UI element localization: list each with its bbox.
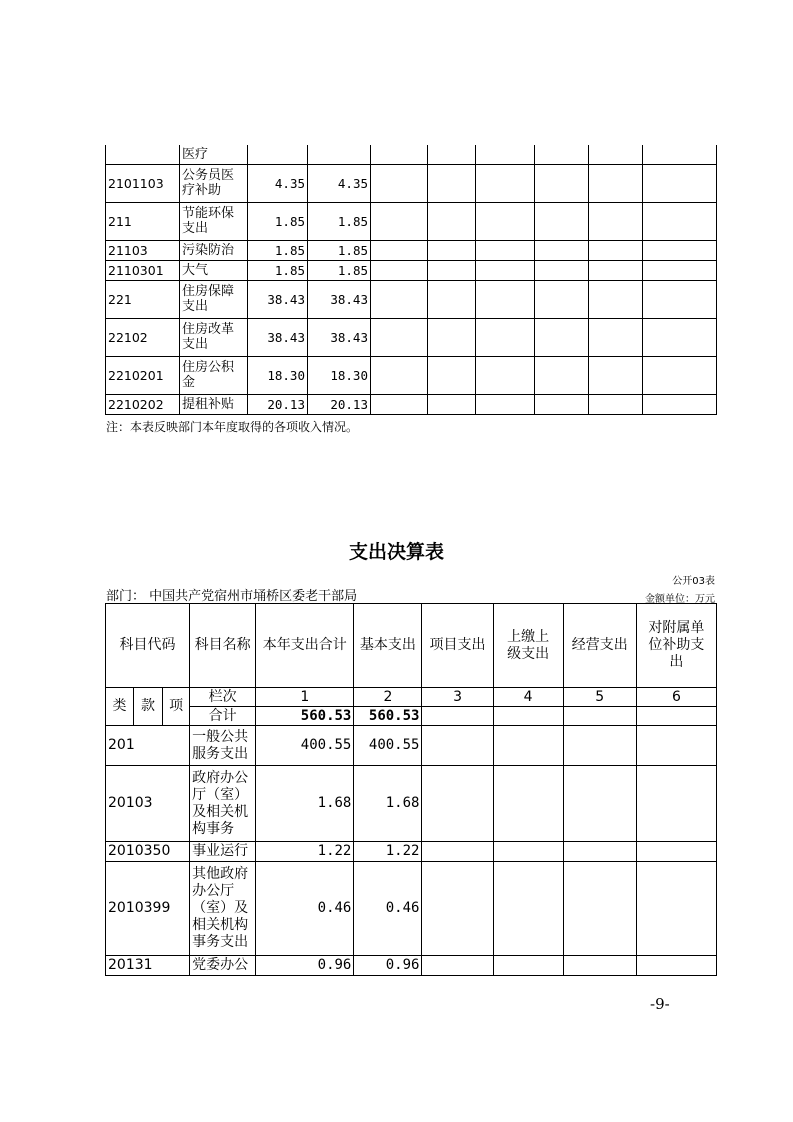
header-lei: 类 [106,688,134,726]
row-value-1: 4.35 [248,164,308,202]
row-value-1: 1.22 [256,842,354,862]
expenditure-table [105,603,717,976]
row-name: 住房公积金 [180,356,248,394]
column-number: 1 [256,688,354,707]
row-name: 提租补贴 [180,394,248,414]
row-code: 21103 [106,240,180,260]
table-row [106,726,717,766]
unit-label: 金额单位：万元 [645,594,715,605]
column-number-row [106,688,717,707]
row-name: 医疗 [180,145,248,164]
column-number: 5 [563,688,636,707]
row-name: 党委办公 [190,956,256,976]
row-code: 2010399 [106,862,190,956]
row-value-2: 4.35 [308,164,371,202]
header-name: 科目名称 [190,604,256,688]
table-row [106,240,717,260]
row-name: 节能环保支出 [180,202,248,240]
row-name: 住房改革支出 [180,318,248,356]
row-name: 污染防治 [180,240,248,260]
total-value-1: 560.53 [256,707,354,726]
row-code: 2210201 [106,356,180,394]
row-value-1: 20.13 [248,394,308,414]
row-code: 211 [106,202,180,240]
table-row [106,956,717,976]
header-operating: 经营支出 [563,604,636,688]
row-value-1: 400.55 [256,726,354,766]
row-value-1: 1.85 [248,260,308,280]
header-code: 科目代码 [106,604,190,688]
column-number: 4 [493,688,563,707]
table-row [106,164,717,202]
header-subsidy: 对附属单位补助支出 [636,604,716,688]
row-name: 公务员医疗补助 [180,164,248,202]
form-number: 公开03表 [672,576,715,587]
row-code: 2010350 [106,842,190,862]
row-name: 住房保障支出 [180,280,248,318]
total-row [106,707,717,726]
table-row [106,145,717,164]
table-row [106,862,717,956]
header-kuan: 款 [134,688,163,726]
row-value-1: 1.68 [256,766,354,842]
row-value-2: 0.96 [354,956,422,976]
total-value-2: 560.53 [354,707,422,726]
table-note: 注：本表反映部门本年度取得的各项收入情况。 [106,420,359,434]
row-value-2: 0.46 [354,862,422,956]
row-value-1: 38.43 [248,280,308,318]
row-value-1: 38.43 [248,318,308,356]
header-xiang: 项 [163,688,190,726]
row-name: 事业运行 [190,842,256,862]
table-row [106,356,717,394]
table-row [106,260,717,280]
table-row [106,842,717,862]
department-label: 部门： 中国共产党宿州市埇桥区委老干部局 [106,589,358,604]
row-name: 政府办公厅（室）及相关机构事务 [190,766,256,842]
row-code: 20131 [106,956,190,976]
row-value-2: 400.55 [354,726,422,766]
header-project: 项目支出 [422,604,493,688]
row-value-1: 0.96 [256,956,354,976]
page-number: -9- [650,995,670,1013]
income-table [105,145,717,415]
header-lanci: 栏次 [190,688,256,707]
row-value-1: 18.30 [248,356,308,394]
header-total: 本年支出合计 [256,604,354,688]
row-value-2: 18.30 [308,356,371,394]
row-code: 2210202 [106,394,180,414]
row-value-1: 1.85 [248,202,308,240]
total-label: 合计 [190,707,256,726]
row-value-2: 1.22 [354,842,422,862]
column-number: 3 [422,688,493,707]
header-basic: 基本支出 [354,604,422,688]
row-value-2: 1.85 [308,240,371,260]
row-value-2: 1.68 [354,766,422,842]
table-row [106,394,717,414]
table-row [106,202,717,240]
header-row [106,604,717,688]
row-code [106,145,180,164]
row-code: 22102 [106,318,180,356]
row-value-2: 20.13 [308,394,371,414]
row-value-2: 38.43 [308,280,371,318]
row-value-1 [248,145,308,164]
row-name: 大气 [180,260,248,280]
row-code: 20103 [106,766,190,842]
row-value-2: 38.43 [308,318,371,356]
row-value-2: 1.85 [308,202,371,240]
row-value-2 [308,145,371,164]
column-number: 6 [636,688,716,707]
row-name: 其他政府办公厅（室）及相关机构事务支出 [190,862,256,956]
row-code: 2110301 [106,260,180,280]
row-code: 201 [106,726,190,766]
header-upper: 上缴上级支出 [493,604,563,688]
row-value-1: 1.85 [248,240,308,260]
row-value-1: 0.46 [256,862,354,956]
table-row [106,766,717,842]
table-row [106,318,717,356]
row-value-2: 1.85 [308,260,371,280]
column-number: 2 [354,688,422,707]
row-code: 2101103 [106,164,180,202]
row-name: 一般公共服务支出 [190,726,256,766]
row-code: 221 [106,280,180,318]
page-title: 支出决算表 [348,541,444,563]
table-row [106,280,717,318]
